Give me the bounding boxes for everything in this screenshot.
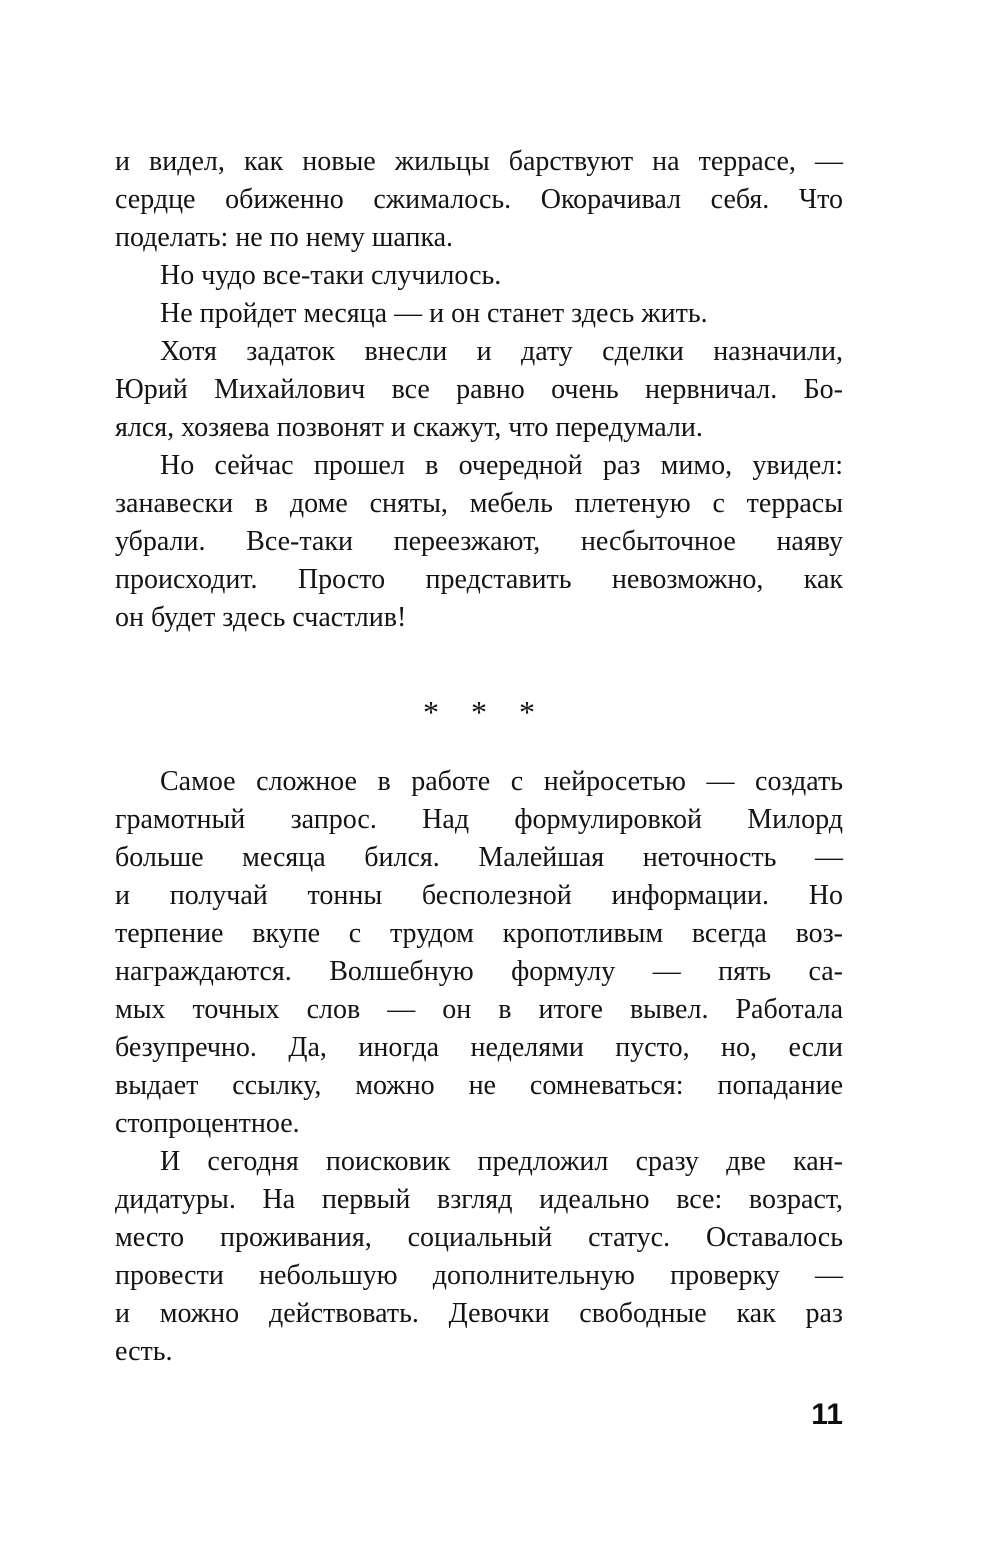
text-body: [115, 143, 843, 1371]
text-section-2: [115, 763, 843, 1371]
text-line: Но чудо все-таки случилось.: [160, 260, 502, 291]
page-number: 11: [811, 1398, 843, 1431]
text-line: и видел, как новые жильцы барствуют на террасе, —: [115, 146, 843, 177]
text-line: награждаются. Волшебную формулу — пять са-: [115, 956, 843, 987]
text-line: Не пройдет месяца — и он станет здесь жить.: [160, 298, 708, 329]
text-line: выдает ссылку, можно не сомневаться: попадание: [115, 1070, 843, 1101]
text-line: сердце обиженно сжималось. Окорачивал себя. Что: [115, 184, 843, 215]
text-section-1: [115, 143, 843, 637]
text-line: стопроцентное.: [115, 1108, 300, 1139]
text-line: провести небольшую дополнительную проверку —: [115, 1260, 843, 1291]
text-line: Но сейчас прошел в очередной раз мимо, увидел:: [160, 450, 843, 481]
text-line: безупречно. Да, иногда неделями пусто, но, если: [115, 1032, 843, 1063]
text-line: место проживания, социальный статус. Оставалось: [115, 1222, 843, 1253]
section-separator: * * *: [423, 693, 535, 730]
text-line: терпение вкупе с трудом кропотливым всегда воз-: [115, 918, 843, 949]
text-line: Самое сложное в работе с нейросетью — создать: [160, 766, 843, 797]
text-line: Хотя задаток внесли и дату сделки назначили,: [160, 336, 843, 367]
text-line: поделать: не по нему шапка.: [115, 222, 454, 253]
text-line: он будет здесь счастлив!: [115, 602, 407, 633]
text-line: мых точных слов — он в итоге вывел. Работала: [115, 994, 843, 1025]
text-line: ялся, хозяева позвонят и скажут, что передумали.: [115, 412, 703, 443]
text-line: и можно действовать. Девочки свободные как раз: [115, 1298, 843, 1329]
text-line: убрали. Все-таки переезжают, несбыточное наяву: [115, 526, 843, 557]
text-line: и получай тонны бесполезной информации. Но: [115, 880, 843, 911]
text-line: дидатуры. На первый взгляд идеально все: возраст,: [115, 1184, 843, 1215]
text-line: занавески в доме сняты, мебель плетеную с террасы: [115, 488, 843, 519]
text-line: грамотный запрос. Над формулировкой Милорд: [115, 804, 843, 835]
text-line: происходит. Просто представить невозможно, как: [115, 564, 843, 595]
text-line: есть.: [115, 1336, 173, 1367]
text-line: Юрий Михайлович все равно очень нервничал. Бо-: [115, 374, 843, 405]
text-line: больше месяца бился. Малейшая неточность —: [115, 842, 843, 873]
text-line: И сегодня поисковик предложил сразу две кан-: [160, 1146, 843, 1177]
